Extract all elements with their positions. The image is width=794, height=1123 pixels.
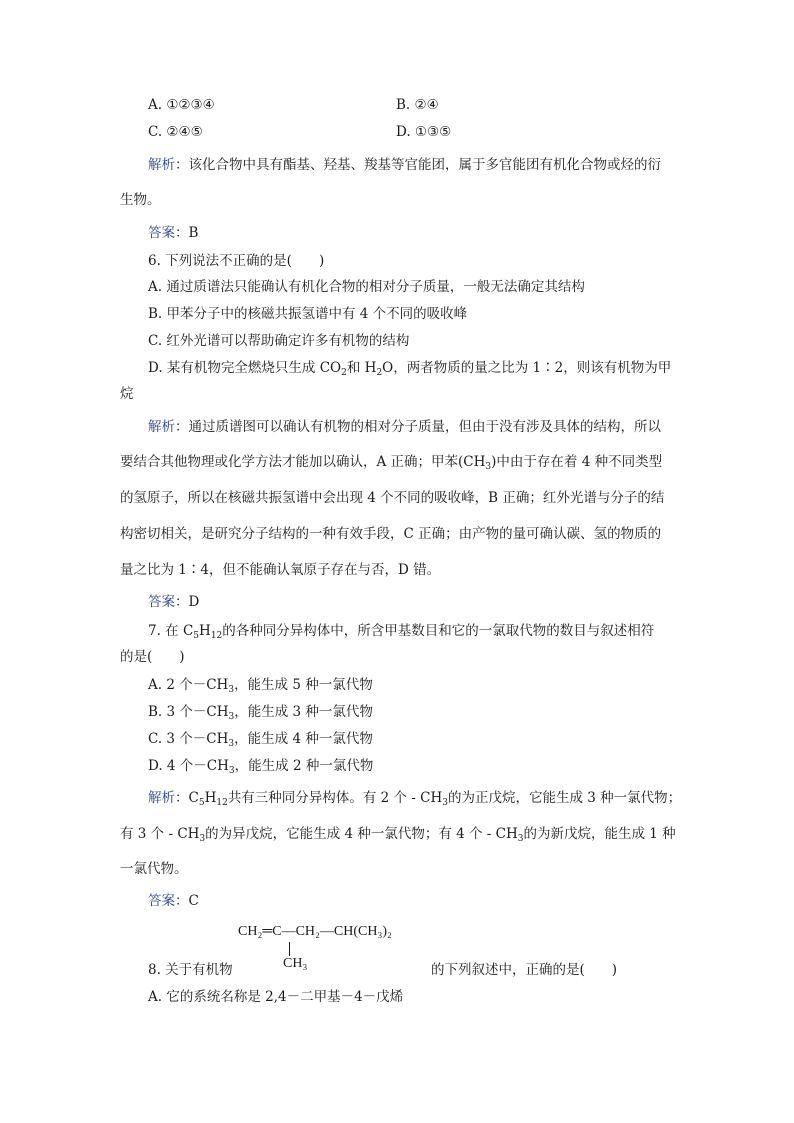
q8-stem-prefix: 8. 关于有机物 (148, 962, 233, 978)
q7-analysis-line2: 有 3 个 - $CH_3$的为异戊烷，它能生成 4 种一氯代物；有 4 个 - $CH_3$的为新戊烷，能生成 1 种 (120, 826, 676, 844)
q7-stem: 7. 在 $C_5H_{12}$的各种同分异构体中，所含甲基数目和它的一氯取代物的数目与叙述相符 (148, 623, 655, 641)
q5-option-d: D. ①③⑤ (396, 124, 452, 140)
q6-analysis-line5: 量之比为 1∶4，但不能确认氧原子存在与否，D 错。 (120, 562, 441, 578)
q5-analysis-line2: 生物。 (120, 192, 161, 208)
q8-stem-suffix: 的下列叙述中，正确的是( ) (431, 962, 618, 978)
q6-answer: 答案：D (148, 594, 200, 610)
q5-answer: 答案：B (148, 225, 199, 241)
q6-analysis-line3: 的氢原子，所以在核磁共振氢谱中会出现 4 个不同的吸收峰，B 正确；红外光谱与分子的结 (120, 490, 665, 506)
q6-option-d: D. 某有机物完全燃烧只生成 $CO_2$和 $H_2O$，两者物质的量之比为 1∶2，则该有机物为甲 (148, 360, 672, 378)
q7-analysis-line3: 一氯代物。 (120, 861, 188, 877)
q7-option-d: D. 4 个$-CH_3$，能生成 2 种一氯代物 (148, 758, 374, 776)
q6-option-c: C. 红外光谱可以帮助确定许多有机物的结构 (148, 333, 410, 349)
q6-analysis-line4: 构密切相关，是研究分子结构的一种有效手段，C 正确；由产物的量可确认碳、氢的物质的 (120, 526, 662, 542)
q5-option-a: A. ①②③④ (148, 97, 215, 113)
q7-option-a: A. 2 个$-CH_3$，能生成 5 种一氯代物 (148, 677, 373, 695)
q6-option-b: B. 甲苯分子中的核磁共振氢谱中有 4 个不同的吸收峰 (148, 306, 468, 322)
q6-option-d-line2: 烷 (120, 386, 134, 402)
q5-option-b: B. ②④ (396, 97, 439, 113)
q5-analysis-line1: 解析：该化合物中具有酯基、羟基、羧基等官能团，属于多官能团有机化合物或烃的衍 (148, 157, 661, 173)
structural-formula-main-chain: CH₂═C—CH₂—CH(CH₃)₂ (238, 924, 392, 939)
q5-option-c: C. ②④⑤ (148, 124, 203, 140)
q6-analysis-line1: 解析：通过质谱图可以确认有机物的相对分子质量，但由于没有涉及具体的结构，所以 (148, 419, 661, 435)
q7-option-b: B. 3 个$-CH_3$，能生成 3 种一氯代物 (148, 704, 373, 722)
q6-option-a: A. 通过质谱法只能确认有机化合物的相对分子质量，一般无法确定其结构 (148, 279, 585, 295)
structural-formula-bond (289, 942, 290, 956)
q5-analysis-label: 解析 (148, 157, 175, 173)
q6-stem: 6. 下列说法不正确的是( ) (148, 253, 325, 269)
q7-answer: 答案：C (148, 893, 199, 909)
structural-formula-methyl: CH₃ (283, 956, 308, 971)
q7-option-c: C. 3 个$-CH_3$，能生成 4 种一氯代物 (148, 731, 373, 749)
q7-stem-line2: 的是( ) (120, 649, 185, 665)
q7-analysis-line1: 解析：$C_5H_{12}$共有三种同分异构体。有 2 个 - $CH_3$的为正戊烷，它能生成 3 种一氯代物； (148, 790, 682, 808)
q6-analysis-line2: 要结合其他物理或化学方法才能加以确认，A 正确；甲苯$(CH_3)$中由于存在着 4 种不同类型 (120, 454, 663, 472)
q8-option-a: A. 它的系统名称是 2,4－二甲基－4－戊烯 (148, 989, 404, 1005)
